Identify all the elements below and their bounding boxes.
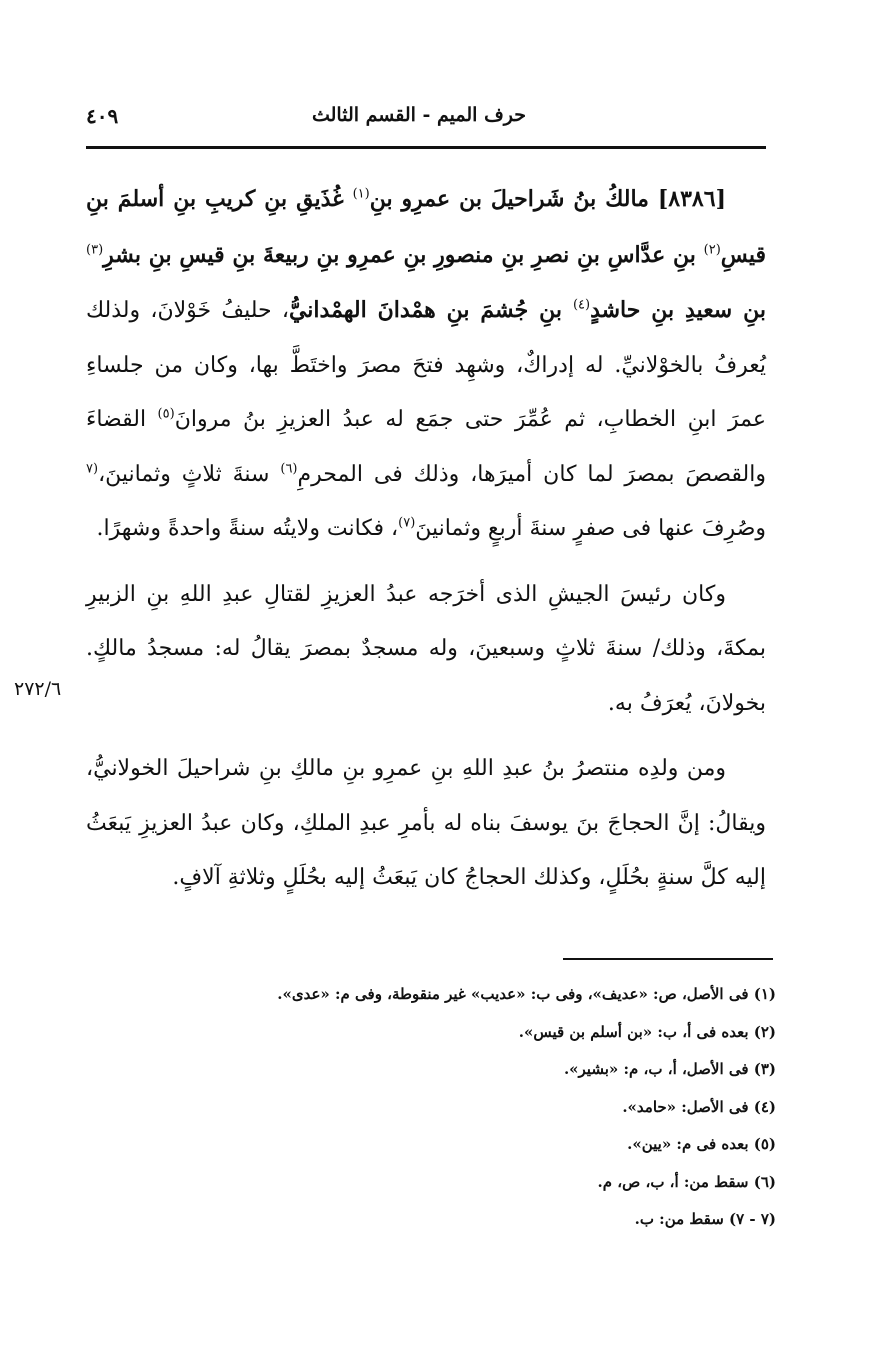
text-segment: بنِ سعيدِ بنِ حاشدٍ: [590, 297, 766, 323]
footnotes: [86, 976, 776, 1239]
text-segment: سنةَ ثلاثٍ وثمانينَ،: [98, 461, 281, 487]
text-segment: [٨٣٨٦] مالكُ بنُ شَراحيلَ بن عمرِو بنِ: [369, 186, 726, 212]
page-number: ٤٠٩: [86, 104, 119, 128]
paragraph-entry-8386: [86, 172, 766, 557]
main-text: [86, 172, 766, 906]
footnote-ref: (٣): [86, 242, 104, 258]
text-segment: القضاءَ والقصصَ بمصرَ لما كان أميرَها، وذلك فى المحرمِ: [86, 407, 766, 487]
footnote: (٤) فى الأصل: «حامد».: [622, 1097, 776, 1116]
footnote: (٢) بعده فى أ، ب: «بن أسلم بن قيس».: [518, 1022, 776, 1041]
text-segment: ، فكانت ولايتُه سنةً واحدةً وشهرًا.: [96, 516, 399, 541]
running-title: حرف الميم - القسم الثالث: [311, 104, 526, 126]
paragraph-army: [86, 568, 766, 732]
text-segment: ومن ولدِه منتصرُ بنُ عبدِ اللهِ بنِ عمرِو بنِ مالكِ بنِ شراحيلَ الخولانيُّ، ويقالُ: إنَّ الحجاجَ بنَ يوسفَ بناه له بأمرِ عبدِ الملكِ، وكان عبدُ العزيزِ يَبعَثُ إليه كلَّ سنةٍ بحُلَلٍ، وكذلك الحجاجُ كان يَبعَثُ إليه بحُلَلٍ وثلاثةِ آلافٍ.: [86, 756, 766, 890]
text-segment: بنِ جُشمَ بنِ همْدانَ الهمْدانيُّ: [288, 297, 573, 323]
footnote: (٦) سقط من: أ، ب، ص، م.: [597, 1172, 776, 1191]
text-segment: بنِ عدَّاسِ بنِ نصرِ بنِ منصورِ بنِ عمرِو بنِ ربيعةَ بنِ قيسِ بنِ بشرِ: [103, 241, 704, 268]
footnote-ref: (٦): [280, 461, 298, 477]
footnote-ref: (٤): [572, 297, 591, 313]
footnote-ref: (٢): [703, 242, 721, 258]
header-rule: [86, 146, 766, 149]
paragraph-descendants: [86, 742, 766, 906]
margin-note: ٢٧٢/٦: [14, 678, 62, 700]
footnote-ref: (٥): [157, 406, 175, 422]
text-segment: ، حليفُ خَوْلانَ، ولذلك يُعرفُ بالخوْلانيِّ. له إدراكٌ، وشهِد فتحَ مصرَ واختَطَّ بها، وكان من جلساءِ عمرَ ابنِ الخطابِ، ثم عُمِّرَ حتى جمَع له عبدُ العزيزِ بنُ مروانَ: [86, 298, 766, 432]
footnote-ref: (٧: [86, 461, 99, 477]
text-segment: وصُرِفَ عنها فى صفرٍ سنةَ أربعٍ وثمانينَ: [415, 516, 766, 541]
footnote-rule: [563, 958, 773, 960]
text-segment: وكان رئيسَ الجيشِ الذى أخرَجه عبدُ العزيزِ لقتالِ عبدِ اللهِ بنِ الزبيرِ بمكةَ، وذلك/ سنةَ ثلاثٍ وسبعينَ، وله مسجدٌ بمصرَ يقالُ له: مسجدُ مالكٍ. بخولانَ، يُعرَفُ به.: [86, 581, 766, 716]
text-segment: غُذَيقِ بنِ كريبِ بنِ أسلمَ بنِ قيسِ: [86, 186, 766, 268]
footnote: (٥) بعده فى م: «يين».: [627, 1135, 776, 1153]
footnote: (٣) فى الأصل، أ، ب، م: «بشير».: [563, 1060, 776, 1078]
footnote-ref: (١): [352, 186, 370, 202]
page-header: [86, 104, 766, 136]
footnote-ref: (٧): [398, 515, 416, 531]
footnote: (١) فى الأصل، ص: «عديف»، وفى ب: «عديب» غير منقوطة، وفى م: «عدى».: [277, 985, 776, 1003]
footnote: (٧ - ٧) سقط من: ب.: [634, 1210, 776, 1228]
